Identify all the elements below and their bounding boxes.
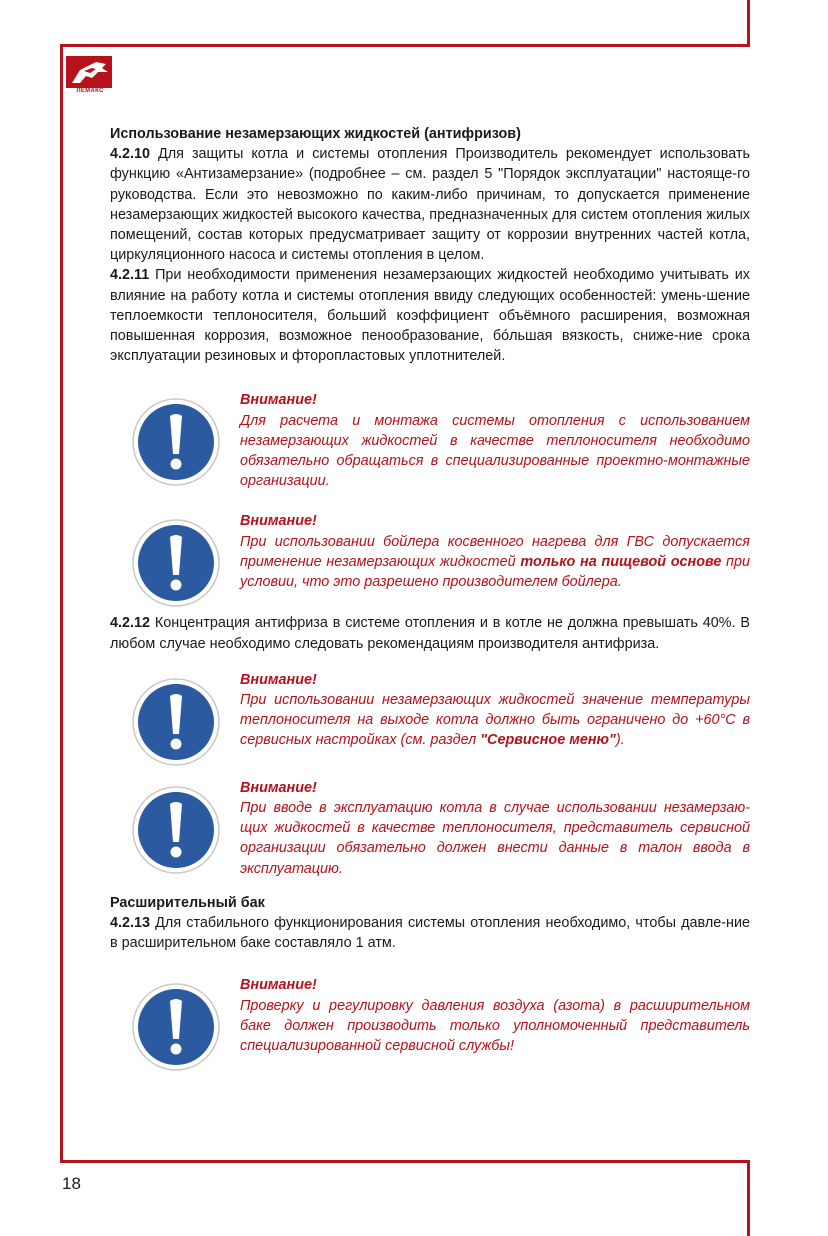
note-title: Внимание! bbox=[240, 392, 317, 409]
paragraph-4-2-12 bbox=[110, 613, 750, 653]
exclamation-sign-icon bbox=[132, 786, 220, 874]
section-heading-expansion-tank: Расширительный бак bbox=[110, 894, 265, 911]
frame-bottom-line bbox=[60, 1160, 750, 1163]
note-title: Внимание! bbox=[240, 977, 317, 994]
paragraph-4-2-11 bbox=[110, 265, 750, 366]
paragraph-text: Для стабильного функционирования системы отопления необходимо, чтобы давле-ние в расширительном баке составляло 1 атм. bbox=[110, 915, 750, 952]
paragraph-number: 4.2.13 bbox=[110, 915, 151, 932]
logo-text: ЛЕМАКС bbox=[76, 88, 104, 94]
frame-top-line bbox=[60, 44, 750, 47]
paragraph-4-2-10 bbox=[110, 144, 750, 265]
exclamation-sign-icon bbox=[132, 983, 220, 1071]
frame-top-right-line bbox=[747, 0, 750, 47]
paragraph-number: 4.2.12 bbox=[110, 615, 151, 632]
note-text-emphasis: "Сервисное меню" bbox=[480, 732, 616, 749]
page-content bbox=[110, 124, 750, 1063]
paragraph-number: 4.2.10 bbox=[110, 146, 151, 163]
page-number: 18 bbox=[62, 1174, 81, 1193]
note-title: Внимание! bbox=[240, 671, 317, 688]
exclamation-sign-icon bbox=[132, 678, 220, 766]
section-heading-antifreeze: Использование незамерзающих жидкостей (антифризов) bbox=[110, 126, 521, 142]
warning-note-1 bbox=[110, 390, 750, 491]
warning-note-3 bbox=[110, 670, 750, 758]
note-text-part: При использовании бойлера косвенного нагрева для ГВС допускается применение незамерзающих жидкостей bbox=[240, 533, 750, 570]
note-text: Для расчета и монтажа системы отопления с использованием незамерзающих жидкостей в качестве теплоносителя необходимо обязательно обращаться в специализированные проектно-монтажные организации. bbox=[240, 412, 750, 490]
note-text bbox=[240, 532, 750, 593]
note-text: При вводе в эксплуатацию котла в случае использовании незамерзаю-щих жидкостей в качестве теплоносителя, представитель сервисной организации обязательно должен внести данные в талон ввода в эксплуатацию. bbox=[240, 800, 750, 877]
paragraph-4-2-13 bbox=[110, 913, 750, 953]
frame-left-line bbox=[60, 44, 63, 1162]
note-text-part: при условии, что это разрешено производителем бойлера. bbox=[240, 553, 750, 591]
exclamation-sign-icon bbox=[132, 398, 220, 486]
warning-note-4 bbox=[110, 778, 750, 879]
note-text-part: ). bbox=[615, 732, 625, 749]
paragraph-text: Для защиты котла и системы отопления Производитель рекомендует использовать функцию «Антизамерзание» (подробнее – см. раздел 5 "Порядок эксплуатации" настояще-го руководства. Если это невозможно по каким-либо причинам, то допускается применение незамерзающих жидкостей высокого качества, предназначенных для систем отопления жилых помещений, состав которых предусматривает защиту от коррозии внутренних частей котла, циркуляционного насоса и системы отопления в целом. bbox=[110, 146, 750, 264]
warning-note-5 bbox=[110, 975, 750, 1063]
paragraph-number: 4.2.11 bbox=[110, 267, 150, 284]
note-title: Внимание! bbox=[240, 779, 317, 796]
paragraph-text: Концентрация антифриза в системе отопления и в котле не должна превышать 40%. В любом случае необходимо следовать рекомендациям производителя антифриза. bbox=[110, 615, 750, 652]
frame-bottom-right-line bbox=[747, 1160, 750, 1236]
note-title: Внимание! bbox=[240, 513, 317, 530]
note-text-part: При использовании незамерзающих жидкостей значение температуры теплоносителя на выходе котла должно быть ограничено до +60°С в сервисных настройках (см. раздел bbox=[240, 692, 750, 749]
note-text bbox=[240, 690, 750, 751]
note-text-emphasis: только на пищевой основе bbox=[520, 553, 722, 570]
exclamation-sign-icon bbox=[132, 519, 220, 607]
note-text: Проверку и регулировку давления воздуха (азота) в расширительном баке должен производить только уполномоченный представитель специализированной сервисной службы! bbox=[240, 997, 750, 1055]
paragraph-text: При необходимости применения незамерзающих жидкостей необходимо учитывать их влияние на работу котла и системы отопления ввиду следующих особенностей: умень-шение теплоемкости теплоносителя, больший коэффициент объёмного расширения, возможная повышенная коррозия, возможное пенообразование, бóльшая вязкость, сниже-ние срока эксплуатации резиновых и фторопластовых уплотнителей. bbox=[110, 267, 750, 365]
warning-note-2 bbox=[110, 511, 750, 599]
